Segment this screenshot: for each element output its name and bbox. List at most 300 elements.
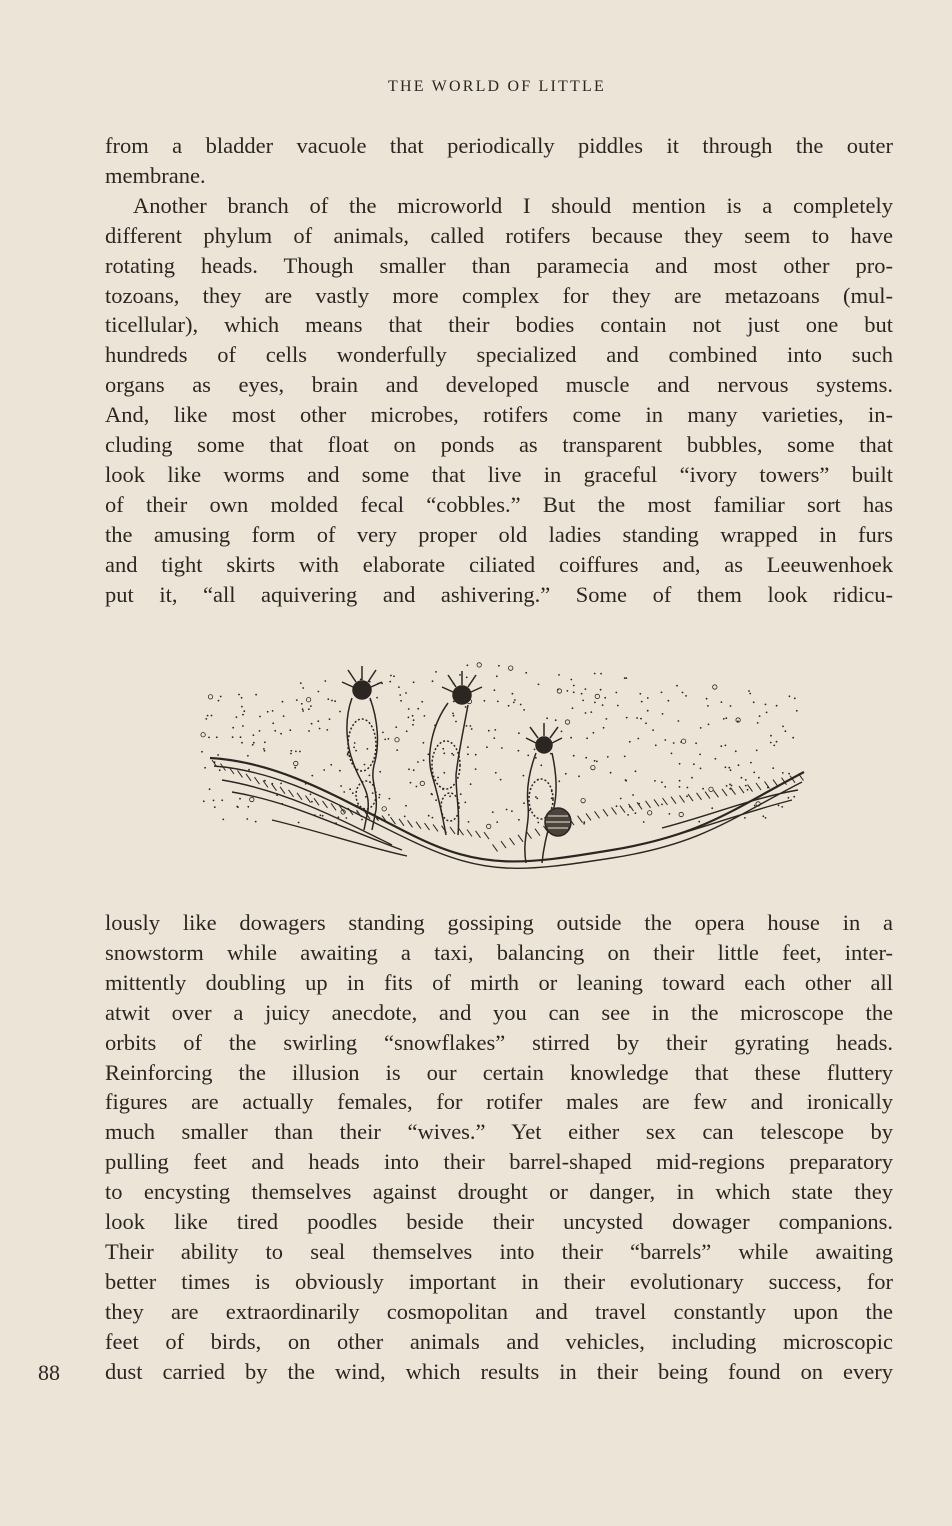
snowflake-dot <box>208 737 210 739</box>
snowflake-dot <box>352 792 354 794</box>
moss-hatch <box>688 794 693 801</box>
snowflake-dot <box>573 755 575 757</box>
snowflake-dot <box>578 775 580 777</box>
moss-hatch <box>280 787 285 794</box>
snowflake-dot <box>662 713 664 715</box>
snowflake-dot <box>388 738 390 740</box>
snowflake-dot <box>695 742 697 744</box>
snowflake-dot <box>624 677 626 679</box>
snowflake-dot <box>247 755 249 757</box>
snowflake-dot <box>620 798 622 800</box>
snowflake-dot <box>627 814 629 816</box>
moss-hatch <box>331 803 336 810</box>
snowflake-dot <box>294 767 296 769</box>
text-line: much smaller than their “wives.” Yet either sex can telescope by <box>105 1119 893 1145</box>
snowflake-dot <box>557 689 559 691</box>
snowflake-dot <box>310 793 312 795</box>
moss-hatch <box>510 838 515 845</box>
snowflake-dot <box>318 691 320 693</box>
snowflake-dot <box>758 777 760 779</box>
moss-hatch <box>255 777 260 784</box>
snowflake-dot <box>534 749 536 751</box>
snowflake-dot <box>248 769 250 771</box>
snowflake-dot <box>664 739 666 741</box>
moss-hatch <box>484 832 489 839</box>
snowflake-dot <box>676 685 678 687</box>
text-line: tozoans, they are vastly more complex for they are metazoans (mul- <box>105 282 893 308</box>
snowflake-dot <box>610 772 612 774</box>
moss-hatch <box>306 796 311 803</box>
snowflake-dot <box>558 674 560 676</box>
snowflake-dot <box>214 806 216 808</box>
snowflake-dot <box>272 722 274 724</box>
snowflake-dot <box>349 788 351 790</box>
moss-hatch <box>467 830 472 837</box>
snowflake-dot <box>247 806 249 808</box>
snowflake-dot <box>379 794 381 796</box>
text-line: atwit over a juicy anecdote, and you can see in the microscope the <box>105 999 893 1025</box>
moss-hatch <box>433 824 438 831</box>
snowflake-dot <box>729 784 731 786</box>
snowflake-dot <box>496 675 498 677</box>
moss-hatch <box>476 831 481 838</box>
snowflake-dot <box>673 742 675 744</box>
snowflake-dot <box>241 742 243 744</box>
snowflake-dot <box>437 777 439 779</box>
snowflake-dot <box>408 717 410 719</box>
snowflake-dot <box>327 698 329 700</box>
snowflake-dot <box>417 761 419 763</box>
snowflake-dot <box>753 772 755 774</box>
moss-hatch <box>416 822 421 829</box>
snowflake-dot <box>725 745 727 747</box>
snowflake-dot <box>382 732 384 734</box>
snowflake-dot <box>735 750 737 752</box>
snowflake-dot <box>753 701 755 703</box>
moss-hatch <box>620 806 625 813</box>
snowflake-dot <box>420 781 424 785</box>
snowflake-dot <box>364 764 366 766</box>
snowflake-dot <box>239 798 241 800</box>
snowflake-dot <box>555 719 557 721</box>
text-line: look like tired poodles beside their uncysted dowager companions. <box>105 1209 893 1235</box>
snowflake-dot <box>681 739 685 743</box>
moss-hatch <box>595 811 600 818</box>
snowflake-dot <box>738 764 740 766</box>
snowflake-dot <box>749 693 751 695</box>
snowflake-dot <box>298 822 300 824</box>
snowflake-dot <box>221 799 223 801</box>
snowflake-dot <box>290 753 292 755</box>
snowflake-dot <box>396 749 398 751</box>
snowflake-dot <box>721 701 723 703</box>
snowflake-dot <box>395 726 397 728</box>
moss-hatch <box>663 798 668 805</box>
snowflake-dot <box>323 769 325 771</box>
snowflake-dot <box>698 821 700 823</box>
snowflake-dot <box>393 675 395 677</box>
snowflake-dot <box>615 692 617 694</box>
snowflake-dot <box>640 718 642 720</box>
snowflake-dot <box>475 768 477 770</box>
snowflake-dot <box>685 695 687 697</box>
snowflake-dot <box>467 664 469 666</box>
snowflake-dot <box>723 718 725 720</box>
snowflake-dot <box>725 766 727 768</box>
snowflake-dot <box>494 689 496 691</box>
snowflake-dot <box>671 753 673 755</box>
snowflake-dot <box>324 680 326 682</box>
snowflake-dot <box>785 730 787 732</box>
snowflake-dot <box>404 816 406 818</box>
snowflake-dot <box>625 677 627 679</box>
snowflake-dot <box>294 761 298 765</box>
snowflake-dot <box>465 706 467 708</box>
running-head: THE WORLD OF LITTLE <box>388 78 606 95</box>
snowflake-dot <box>295 751 297 753</box>
snowflake-dot <box>308 708 310 710</box>
snowflake-dot <box>512 693 514 695</box>
snowflake-dot <box>527 755 529 757</box>
snowflake-dot <box>583 823 585 825</box>
moss-hatch <box>578 816 583 823</box>
snowflake-dot <box>208 695 212 699</box>
snowflake-dot <box>484 700 486 702</box>
snowflake-dot <box>329 718 331 720</box>
snowflake-dot <box>745 779 747 781</box>
snowflake-dot <box>788 773 790 775</box>
snowflake-dot <box>449 795 451 797</box>
snowflake-dot <box>518 819 520 821</box>
text-line: better times is obviously important in their evolutionary success, for <box>105 1268 893 1294</box>
snowflake-dot <box>707 705 709 707</box>
snowflake-dot <box>306 698 310 702</box>
snowflake-dot <box>421 701 423 703</box>
snowflake-dot <box>581 693 583 695</box>
text-line: Reinforcing the illusion is our certain knowledge that these fluttery <box>105 1059 893 1085</box>
snowflake-dot <box>319 728 321 730</box>
snowflake-dot <box>668 700 670 702</box>
snowflake-dot <box>616 805 618 807</box>
snowflake-dot <box>222 819 224 821</box>
snowflake-dot <box>389 681 391 683</box>
text-line: of their own molded fecal “cobbles.” But the most familiar sort has <box>105 491 893 517</box>
moss-hatch <box>586 813 591 820</box>
snowflake-dot <box>748 690 750 692</box>
snowflake-dot <box>427 753 429 755</box>
snowflake-dot <box>523 802 525 804</box>
snowflake-dot <box>585 688 587 690</box>
snowflake-dot <box>406 730 408 732</box>
snowflake-dot <box>213 800 215 802</box>
text-line: snowstorm while awaiting a taxi, balancing on their little feet, inter- <box>105 939 893 965</box>
snowflake-dot <box>593 732 595 734</box>
snowflake-dot <box>302 687 304 689</box>
snowflake-dot <box>730 769 732 771</box>
snowflake-dot <box>624 756 626 758</box>
snowflake-dot <box>322 815 324 817</box>
text-line: rotating heads. Though smaller than paramecia and most other pro- <box>105 252 893 278</box>
snowflake-dot <box>709 787 713 791</box>
snowflake-dot <box>513 702 515 704</box>
snowflake-dot <box>772 767 774 769</box>
snowflake-dot <box>345 817 347 819</box>
snowflake-dot <box>728 767 730 769</box>
moss-hatch <box>493 844 498 851</box>
text-line: Their ability to seal themselves into their “barrels” while awaiting <box>105 1238 893 1264</box>
text-line: orbits of the swirling “snowflakes” stirred by their gyrating heads. <box>105 1029 893 1055</box>
snowflake-dot <box>488 730 490 732</box>
snowflake-dot <box>794 697 796 699</box>
snowflake-dot <box>432 680 434 682</box>
moss-hatch <box>518 835 523 842</box>
snowflake-dot <box>477 663 481 667</box>
snowflake-dot <box>280 783 282 785</box>
snowflake-dot <box>573 691 575 693</box>
snowflake-dot <box>487 824 491 828</box>
snowflake-dot <box>311 723 313 725</box>
snowflake-dot <box>242 725 244 727</box>
snowflake-dot <box>680 741 682 743</box>
snowflake-dot <box>308 730 310 732</box>
snowflake-dot <box>412 724 414 726</box>
text-line: ticellular), which means that their bodies contain not just one but <box>105 312 893 338</box>
snowflake-dot <box>678 720 680 722</box>
snowflake-dot <box>301 703 303 705</box>
snowflake-dot <box>219 769 221 771</box>
snowflake-dot <box>582 700 584 702</box>
snowflake-dot <box>283 715 285 717</box>
rotifer-illustration <box>192 650 812 882</box>
snowflake-dot <box>299 751 301 753</box>
snowflake-dot <box>518 732 520 734</box>
body-text-bottom <box>105 908 893 1387</box>
snowflake-dot <box>596 761 598 763</box>
snowflake-dot <box>471 728 473 730</box>
snowflake-dot <box>217 754 219 756</box>
snowflake-dot <box>241 697 243 699</box>
snowflake-dot <box>565 720 569 724</box>
moss-hatch <box>246 774 251 781</box>
snowflake-dot <box>520 704 522 706</box>
snowflake-dot <box>236 716 238 718</box>
snowflake-dot <box>467 753 469 755</box>
snowflake-dot <box>641 701 643 703</box>
moss-hatch <box>289 790 294 797</box>
snowflake-dot <box>730 705 732 707</box>
snowflake-dot <box>242 714 244 716</box>
snowflake-dot <box>661 804 663 806</box>
snowflake-dot <box>762 815 764 817</box>
snowflake-dot <box>467 746 469 748</box>
snowflake-dot <box>591 765 595 769</box>
snowflake-dot <box>648 811 652 815</box>
snowflake-dot <box>561 731 563 733</box>
snowflake-dot <box>567 690 569 692</box>
snowflake-dot <box>506 809 508 811</box>
snowflake-dot <box>282 701 284 703</box>
snowflake-dot <box>636 717 638 719</box>
moss-hatch <box>714 790 719 797</box>
text-line: to encysting themselves against drought or danger, in which state they <box>105 1179 893 1205</box>
snowflake-dot <box>606 718 608 720</box>
moss-hatch <box>272 784 277 791</box>
snowflake-dot <box>661 692 663 694</box>
snowflake-dot <box>372 792 374 794</box>
snowflake-dot <box>518 750 520 752</box>
snowflake-dot <box>435 671 437 673</box>
snowflake-dot <box>240 736 242 738</box>
snowflake-dot <box>246 818 248 820</box>
snowflake-dot <box>573 685 575 687</box>
snowflake-dot <box>241 706 243 708</box>
snowflake-dot <box>408 708 410 710</box>
snowflake-dot <box>443 752 445 754</box>
snowflake-dot <box>354 742 356 744</box>
snowflake-dot <box>259 716 261 718</box>
snowflake-dot <box>405 805 407 807</box>
moss-hatch <box>314 798 319 805</box>
moss-hatch <box>459 828 464 835</box>
snowflake-dot <box>570 679 572 681</box>
snowflake-dot <box>691 777 693 779</box>
snowflake-dot <box>274 730 276 732</box>
snowflake-dot <box>635 812 637 814</box>
snowflake-dot <box>702 788 704 790</box>
snowflake-dot <box>706 698 708 700</box>
snowflake-dot <box>203 800 205 802</box>
snowflake-dot <box>466 725 468 727</box>
snowflake-dot <box>340 785 342 787</box>
snowflake-dot <box>413 719 415 721</box>
snowflake-dot <box>451 753 453 755</box>
text-line: feet of birds, on other animals and vehicles, including microscopic <box>105 1328 893 1354</box>
snowflake-dot <box>253 734 255 736</box>
snowflake-dot <box>590 711 592 713</box>
snowflake-dot <box>773 745 775 747</box>
snowflake-dot <box>781 806 783 808</box>
snowflake-dot <box>711 807 713 809</box>
text-line: lously like dowagers standing gossiping outside the opera house in a <box>105 910 893 935</box>
moss-hatch <box>535 829 540 836</box>
snowflake-dot <box>500 779 502 781</box>
snowflake-dot <box>708 724 710 726</box>
moss-hatch <box>425 823 430 830</box>
snowflake-dot <box>759 715 761 717</box>
snowflake-dot <box>236 806 238 808</box>
snowflake-dot <box>635 770 637 772</box>
snowflake-dot <box>498 665 500 667</box>
moss-hatch <box>697 793 702 800</box>
snowflake-dot <box>412 715 414 717</box>
text-line: figures are actually females, for rotifer males are few and ironically <box>105 1089 893 1115</box>
snowflake-dot <box>632 794 634 796</box>
snowflake-dot <box>766 712 768 714</box>
snowflake-dot <box>339 770 341 772</box>
snowflake-dot <box>423 759 425 761</box>
snowflake-dot <box>443 772 445 774</box>
snowflake-dot <box>661 781 663 783</box>
snowflake-dot <box>220 696 222 698</box>
snowflake-dot <box>585 757 587 759</box>
snowflake-dot <box>399 694 401 696</box>
snowflake-dot <box>626 717 628 719</box>
snowflake-dot <box>669 813 671 815</box>
text-line: look like worms and some that live in graceful “ivory towers” built <box>105 461 893 487</box>
snowflake-dot <box>679 763 681 765</box>
snowflake-dot <box>300 682 302 684</box>
snowflake-dot <box>361 819 363 821</box>
snowflake-dot <box>493 737 495 739</box>
snowflake-dot <box>645 722 647 724</box>
text-line: and tight skirts with elaborate ciliated coiffures and, as Leeuwenhoek <box>105 551 893 577</box>
snowflake-dot <box>581 798 585 802</box>
snowflake-dot <box>204 767 206 769</box>
text-line: dust carried by the wind, which results in their being found on every <box>105 1358 893 1384</box>
snowflake-dot <box>296 699 298 701</box>
snowflake-dot <box>715 758 717 760</box>
text-line: organs as eyes, brain and developed muscle and nervous systems. <box>105 372 893 398</box>
moss-hatch <box>450 827 455 834</box>
snowflake-dot <box>637 738 639 740</box>
snowflake-dot <box>594 702 596 704</box>
snowflake-dot <box>384 739 386 741</box>
snowflake-dot <box>453 715 455 717</box>
snowflake-dot <box>586 737 588 739</box>
snowflake-dot <box>509 666 513 670</box>
snowflake-dot <box>416 786 418 788</box>
snowflake-dot <box>654 780 656 782</box>
moss-hatch <box>612 807 617 814</box>
moss-hatch <box>756 783 761 790</box>
snowflake-dot <box>536 798 538 800</box>
snowflake-dot <box>428 815 430 817</box>
snowflake-dot <box>376 697 378 699</box>
moss-hatch <box>399 819 404 826</box>
snowflake-dot <box>789 695 791 697</box>
snowflake-particles <box>201 663 798 829</box>
moss-hatch <box>408 820 413 827</box>
snowflake-dot <box>272 710 274 712</box>
snowflake-dot <box>744 817 746 819</box>
snowflake-dot <box>757 722 759 724</box>
snowflake-dot <box>389 798 391 800</box>
snowflake-dot <box>495 772 497 774</box>
snowflake-dot <box>639 693 641 695</box>
snowflake-dot <box>617 705 619 707</box>
snowflake-dot <box>263 748 265 750</box>
snowflake-dot <box>201 733 205 737</box>
snowflake-dot <box>535 757 537 759</box>
snowflake-dot <box>216 736 218 738</box>
snowflake-dot <box>452 713 454 715</box>
snowflake-dot <box>289 729 291 731</box>
text-line: the amusing form of very proper old ladies standing wrapped in furs <box>105 521 893 547</box>
snowflake-dot <box>664 786 666 788</box>
snowflake-dot <box>470 783 472 785</box>
snowflake-dot <box>782 772 784 774</box>
snowflake-dot <box>731 785 733 787</box>
snowflake-dot <box>782 726 784 728</box>
moss-hatch <box>731 788 736 795</box>
snowflake-dot <box>788 797 790 799</box>
snowflake-dot <box>741 777 743 779</box>
snowflake-dot <box>770 742 772 744</box>
snowflake-dot <box>679 786 681 788</box>
snowflake-dot <box>776 741 778 743</box>
snowflake-dot <box>339 711 341 713</box>
snowflake-dot <box>770 735 772 737</box>
